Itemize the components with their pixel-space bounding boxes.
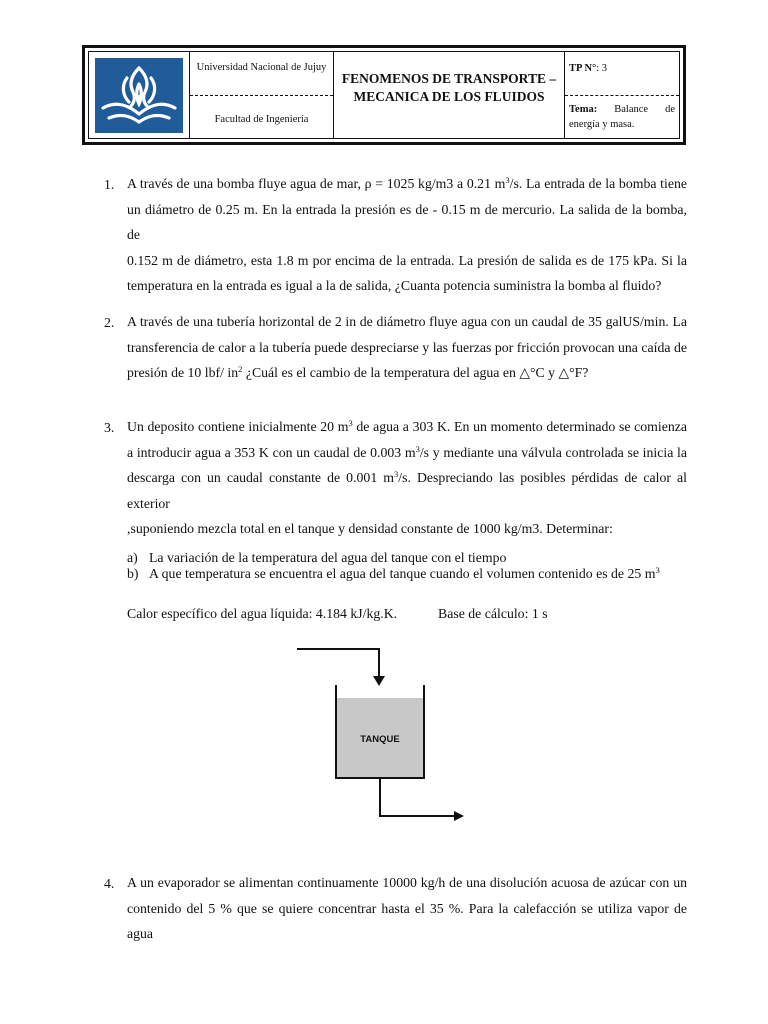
line-text: A través de una bomba fluye agua de mar, ρ = 1025 kg/m3 a 0.21 $m^3/s$. La entrada de la bomba tiene [127,175,687,191]
header-table [82,45,686,145]
line-text: presión de 10 lbf/ $in^2$ ¿Cuál es el cambio de la temperatura del agua en △°C y △°F? [127,364,589,380]
line-text: a introducir agua a 353 K con un caudal de 0.003 $m^3/s$ y mediante una válvula controlada se inicia la [127,443,687,460]
institution-cell [190,52,334,138]
problem-3-line-2 [127,440,687,466]
specific-heat-note: Calor específico del agua líquida: 4.184 kJ/kg.K. [127,606,398,621]
title-line-2: MECANICA DE LOS FLUIDOS [353,89,545,104]
problem-2-number: 2. [104,315,115,330]
problem-4-line-2 [127,896,687,947]
problem-4-number: 4. [104,876,115,891]
problem-1-line-4 [127,273,687,299]
problem-3-item-b [127,566,660,582]
item-label: a) [127,550,138,565]
tank-label: TANQUE [360,734,400,745]
item-text: A que temperatura se encuentra el agua del tanque cuando el volumen contenido es de 25 $m^3$ [149,565,660,581]
header-inner [88,51,680,139]
problem-4-text [127,870,687,947]
problem-4-line-1 [127,870,687,896]
problem-3-line-3 [127,465,687,516]
item-text: La variación de la temperatura del agua del tanque con el tiempo [149,550,507,565]
line-text: ,suponiendo mezcla total en el tanque y densidad constante de 1000 kg/m3. Determinar: [127,521,613,536]
tp-number [565,52,679,96]
document-title [334,70,564,106]
flame-emblem-icon [95,58,183,133]
tp-label: TP N° [569,63,597,74]
line-text: 0.152 m de diámetro, esta 1.8 m por encima de la entrada. La presión de salida es de 175 kPa. Si la [127,252,687,268]
line-text: contenido del 5 % que se quiere concentrar hasta el 35 %. Para la calefacción se utiliza vapor de agua [127,900,687,941]
line-text: Un deposito contiene inicialmente 20 $m^3$ de agua a 303 K. En un momento determinado se comienza [127,418,687,434]
outlet-arrow-icon [454,811,464,821]
line-text: temperatura en la entrada es igual a la de salida, ¿Cuanta potencia suministra la bomba al fluido? [127,278,662,293]
tema-value: Balance de energía y masa. [569,104,675,130]
problem-3-text [127,414,687,542]
title-line-1: FENOMENOS DE TRANSPORTE – [341,71,557,86]
problem-3-line-4 [127,516,687,542]
tp-value: : 3 [596,63,608,74]
line-text: transferencia de calor a la tubería puede despreciarse y las fuerzas por fricción provocan una caída de [127,339,687,355]
problem-3-item-a [127,550,506,566]
problem-3-line-1 [127,414,687,440]
line-text: descarga con un caudal constante de 0.001 $m^3/s$. Despreciando las posibles pérdidas de calor al exterior [127,469,687,511]
faculty-name: Facultad de Ingeniería [214,114,309,125]
item-label: b) [127,566,139,581]
problem-2-text [127,309,687,386]
problem-1-line-1 [127,171,687,197]
line-text: A un evaporador se alimentan continuamente 10000 kg/h de una disolución acuosa de azúcar con un [127,875,687,890]
line-text: A través de una tubería horizontal de 2 in de diámetro fluye agua con un caudal de 35 galUS/min. La [127,314,687,329]
tp-cell [565,52,679,138]
logo-cell [89,52,190,138]
tank-diagram [290,640,470,825]
line-text: un diámetro de 0.25 m. En la entrada la presión es de - 0.15 m de mercurio. La salida de la bomba, de [127,201,687,242]
problem-1-text [127,171,687,299]
title-cell [334,52,565,138]
problem-1-line-3 [127,248,687,274]
inlet-pipe [297,649,379,680]
inlet-arrow-icon [373,676,385,686]
problem-3-number: 3. [104,420,115,435]
university-logo [95,58,183,133]
university-name: Universidad Nacional de Jujuy [190,52,333,96]
problem-2-line-2 [127,335,687,361]
problem-2-line-3 [127,360,687,386]
problem-1-line-2 [127,197,687,248]
outlet-pipe [380,778,458,816]
tema [565,97,679,138]
problem-2-line-1 [127,309,687,335]
problem-1-number: 1. [104,177,115,192]
calc-basis-note: Base de cálculo: 1 s [438,606,548,621]
tema-label: Tema: [569,104,598,115]
